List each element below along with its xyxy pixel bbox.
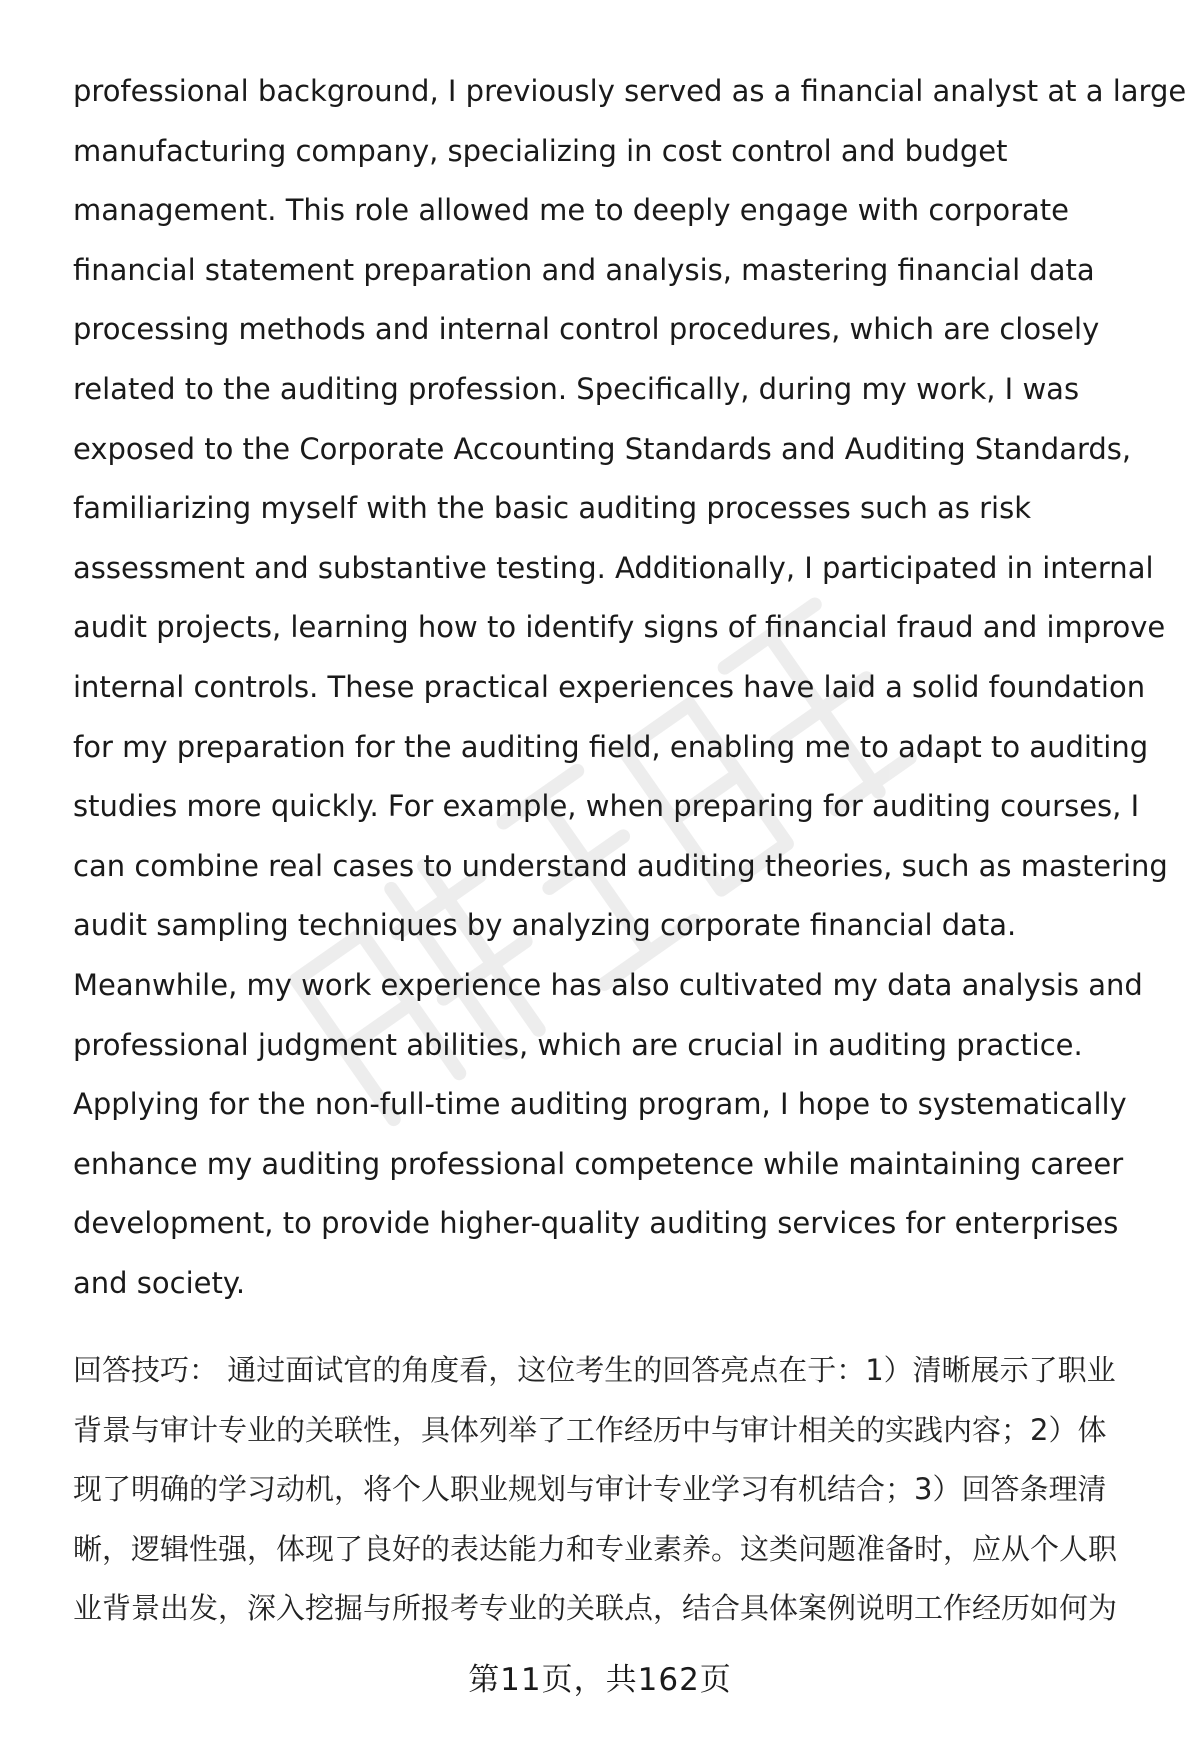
answer-line: professional background, I previously served as a financial analyst at a large [73,74,1187,108]
tips-line: 回答技巧： 通过面试官的角度看，这位考生的回答亮点在于：1）清晰展示了职业 [73,1353,1116,1387]
answer-line: professional judgment abilities, which are crucial in auditing practice. [73,1027,1083,1062]
answer-line: Meanwhile, my work experience has also cultivated my data analysis and [73,967,1143,1002]
answer-line: enhance my auditing professional competence while maintaining career [73,1146,1124,1181]
answer-text [73,62,1187,1313]
tips-line: 业背景出发，深入挖掘与所报考专业的关联点，结合具体案例说明工作经历如何为 [73,1591,1118,1626]
answer-line: assessment and substantive testing. Additionally, I participated in internal [73,550,1154,585]
tips-line: 晰，逻辑性强，体现了良好的表达能力和专业素养。这类问题准备时，应从个人职 [73,1531,1118,1566]
answer-line: internal controls. These practical experiences have laid a solid foundation [73,669,1146,704]
tips-line: 现了明确的学习动机，将个人职业规划与审计专业学习有机结合；3）回答条理清 [73,1472,1107,1507]
answer-line: Applying for the non-full-time auditing program, I hope to systematically [73,1087,1127,1122]
answer-line: exposed to the Corporate Accounting Standards and Auditing Standards, [73,431,1132,466]
answer-line: studies more quickly. For example, when preparing for auditing courses, I [73,789,1140,824]
answer-line: audit projects, learning how to identify signs of financial fraud and improve [73,610,1166,645]
answer-line: manufacturing company, specializing in cost control and budget [73,133,1008,168]
answer-line: audit sampling techniques by analyzing corporate financial data. [73,908,1017,943]
answer-line: and society. [73,1265,246,1300]
answer-line: familiarizing myself with the basic auditing processes such as risk [73,491,1032,526]
answer-line: management. This role allowed me to deeply engage with corporate [73,193,1069,228]
answer-line: related to the auditing profession. Specifically, during my work, I was [73,371,1080,406]
tips-line: 背景与审计专业的关联性，具体列举了工作经历中与审计相关的实践内容；2）体 [73,1412,1107,1447]
answer-line: can combine real cases to understand auditing theories, such as mastering [73,848,1168,883]
answer-line: processing methods and internal control procedures, which are closely [73,312,1100,347]
answer-line: financial statement preparation and analysis, mastering financial data [73,252,1095,287]
answer-line: for my preparation for the auditing field, enabling me to adapt to auditing [73,729,1149,764]
page-number: 第11页，共162页 [468,1662,732,1698]
answer-tips [73,1341,1153,1639]
answer-line: development, to provide higher-quality auditing services for enterprises [73,1206,1119,1241]
